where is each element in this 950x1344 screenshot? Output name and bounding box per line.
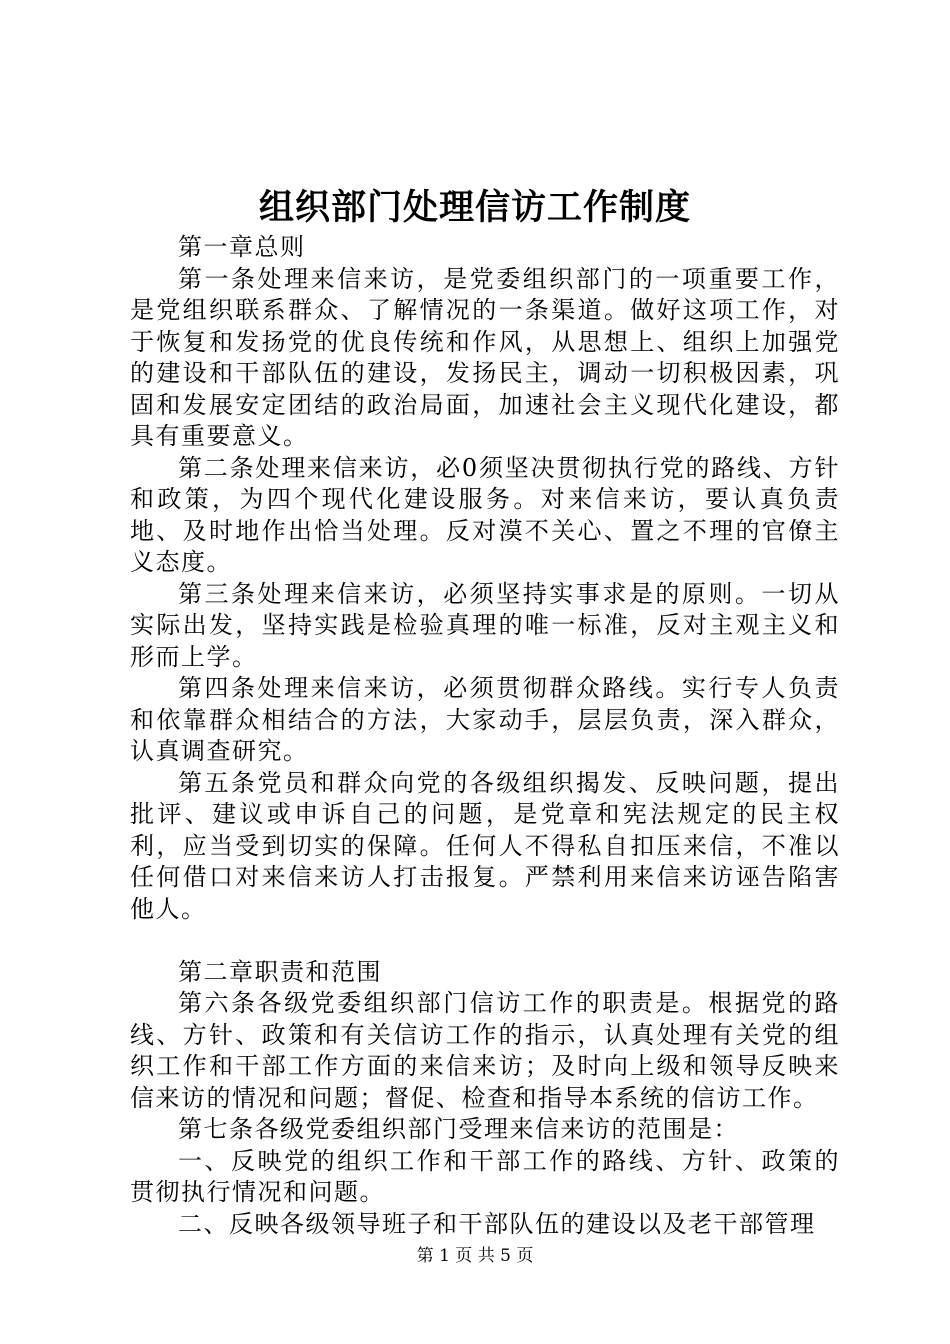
page-number-footer: 第 1 页 共 5 页: [416, 1246, 534, 1266]
article-paragraph: 第七条各级党委组织部门受理来信来访的范围是：: [178, 1115, 739, 1143]
document-body: [130, 232, 840, 1240]
chapter-heading: 第二章职责和范围: [178, 957, 382, 986]
chapter-heading: 第一章总则: [178, 233, 306, 261]
list-item: 一、反映党的组织工作和干部工作的路线、方针、政策的贯彻执行情况和问题。: [130, 1146, 840, 1206]
article-paragraph: 第二条处理来信来访，必0须坚决贯彻执行党的路线、方针和政策，为四个现代化建设服务。对来信来访，要认真负责地、及时地作出恰当处理。反对漠不关心、置之不理的官僚主义态度。: [130, 453, 840, 576]
document-title: 组织部门处理信访工作制度: [258, 187, 691, 228]
article-paragraph: 第六条各级党委组织部门信访工作的职责是。根据党的路线、方针、政策和有关信访工作的指示，认真处理有关党的组织工作和干部工作方面的来信来访；及时向上级和领导反映来信来访的情况和问题；督促、检查和指导本系统的信访工作。: [130, 989, 840, 1112]
article-paragraph: 第三条处理来信来访，必须坚持实事求是的原则。一切从实际出发，坚持实践是检验真理的唯一标准，反对主观主义和形而上学。: [130, 579, 840, 671]
article-paragraph: 第五条党员和群众向党的各级组织揭发、反映问题，提出批评、建议或申诉自己的问题，是党章和宪法规定的民主权利，应当受到切实的保障。任何人不得私自扣压来信，不准以任何借口对来信来访人打击报复。严禁利用来信来访诬告陷害他人。: [130, 768, 840, 923]
article-paragraph: 第一条处理来信来访，是党委组织部门的一项重要工作，是党组织联系群众、了解情况的一条渠道。做好这项工作，对于恢复和发扬党的优良传统和作风，从思想上、组织上加强党的建设和干部队伍的建设，发扬民主，调动一切积极因素，巩固和发展安定团结的政治局面，加速社会主义现代化建设，都具有重要意义。: [130, 264, 840, 450]
article-paragraph: 第四条处理来信来访，必须贯彻群众路线。实行专人负责和依靠群众相结合的方法，大家动手，层层负责，深入群众，认真调查研究。: [130, 674, 840, 765]
list-item: 二、反映各级领导班子和干部队伍的建设以及老干部管理: [178, 1209, 816, 1238]
